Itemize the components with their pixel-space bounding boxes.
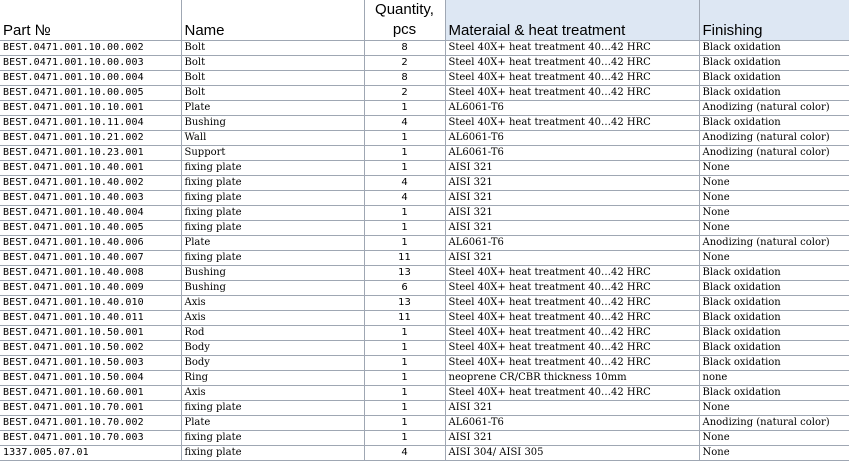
cell-material[interactable]: Steel 40X+ heat treatment 40…42 HRC — [445, 71, 699, 86]
cell-name[interactable]: Plate — [181, 236, 364, 251]
table-row — [0, 326, 849, 341]
cell-material[interactable]: AL6061-T6 — [445, 416, 699, 431]
table-row — [0, 281, 849, 296]
cell-finishing[interactable]: Black oxidation — [699, 266, 849, 281]
cell-part-number[interactable]: BEST.0471.001.10.70.002 — [0, 416, 181, 431]
cell-material[interactable]: AISI 321 — [445, 161, 699, 176]
cell-quantity[interactable]: 11 — [364, 311, 445, 326]
table-row — [0, 206, 849, 221]
cell-finishing[interactable]: Black oxidation — [699, 86, 849, 101]
cell-part-number[interactable]: BEST.0471.001.10.40.009 — [0, 281, 181, 296]
cell-name[interactable]: fixing plate — [181, 191, 364, 206]
cell-part-number[interactable]: BEST.0471.001.10.50.004 — [0, 371, 181, 386]
header-name[interactable]: Name — [181, 0, 364, 41]
cell-part-number[interactable]: BEST.0471.001.10.11.004 — [0, 116, 181, 131]
cell-finishing[interactable]: None — [699, 206, 849, 221]
cell-name[interactable]: Body — [181, 341, 364, 356]
cell-material[interactable]: neoprene CR/CBR thickness 10mm — [445, 371, 699, 386]
cell-finishing[interactable]: None — [699, 431, 849, 446]
cell-material[interactable]: Steel 40X+ heat treatment 40…42 HRC — [445, 296, 699, 311]
cell-part-number[interactable]: BEST.0471.001.10.40.005 — [0, 221, 181, 236]
cell-finishing[interactable]: Anodizing (natural color) — [699, 236, 849, 251]
table-row — [0, 371, 849, 386]
cell-material[interactable]: AISI 321 — [445, 191, 699, 206]
cell-part-number[interactable]: BEST.0471.001.10.23.001 — [0, 146, 181, 161]
cell-part-number[interactable]: BEST.0471.001.10.40.010 — [0, 296, 181, 311]
cell-name[interactable]: Wall — [181, 131, 364, 146]
cell-material[interactable]: Steel 40X+ heat treatment 40…42 HRC — [445, 116, 699, 131]
cell-name[interactable]: Bushing — [181, 266, 364, 281]
cell-material[interactable]: AL6061-T6 — [445, 146, 699, 161]
cell-quantity[interactable]: 1 — [364, 341, 445, 356]
cell-material[interactable]: Steel 40X+ heat treatment 40…42 HRC — [445, 341, 699, 356]
cell-part-number[interactable]: BEST.0471.001.10.00.003 — [0, 56, 181, 71]
cell-quantity[interactable]: 1 — [364, 161, 445, 176]
cell-material[interactable]: AISI 321 — [445, 221, 699, 236]
cell-part-number[interactable]: BEST.0471.001.10.40.008 — [0, 266, 181, 281]
cell-finishing[interactable]: none — [699, 371, 849, 386]
cell-finishing[interactable]: None — [699, 251, 849, 266]
cell-material[interactable]: Steel 40X+ heat treatment 40…42 HRC — [445, 266, 699, 281]
table-row — [0, 71, 849, 86]
cell-quantity[interactable]: 2 — [364, 86, 445, 101]
header-quantity[interactable] — [364, 0, 445, 41]
cell-quantity[interactable]: 1 — [364, 431, 445, 446]
cell-name[interactable]: Bushing — [181, 116, 364, 131]
cell-material[interactable]: Steel 40X+ heat treatment 40…42 HRC — [445, 86, 699, 101]
cell-name[interactable]: Bolt — [181, 56, 364, 71]
table-row — [0, 191, 849, 206]
cell-name[interactable]: Body — [181, 356, 364, 371]
table-row — [0, 41, 849, 56]
cell-finishing[interactable]: None — [699, 401, 849, 416]
cell-material[interactable]: AISI 321 — [445, 431, 699, 446]
cell-finishing[interactable]: Black oxidation — [699, 311, 849, 326]
cell-finishing[interactable]: Black oxidation — [699, 326, 849, 341]
cell-material[interactable]: AISI 321 — [445, 401, 699, 416]
cell-part-number[interactable]: BEST.0471.001.10.50.002 — [0, 341, 181, 356]
table-row — [0, 356, 849, 371]
cell-finishing[interactable]: Anodizing (natural color) — [699, 146, 849, 161]
cell-finishing[interactable]: None — [699, 161, 849, 176]
cell-name[interactable]: fixing plate — [181, 161, 364, 176]
cell-material[interactable]: AL6061-T6 — [445, 101, 699, 116]
cell-quantity[interactable]: 1 — [364, 101, 445, 116]
table-row — [0, 341, 849, 356]
cell-quantity[interactable]: 1 — [364, 386, 445, 401]
cell-quantity[interactable]: 1 — [364, 326, 445, 341]
cell-quantity[interactable]: 1 — [364, 401, 445, 416]
header-finishing[interactable]: Finishing — [699, 0, 849, 41]
cell-finishing[interactable]: Black oxidation — [699, 356, 849, 371]
cell-part-number[interactable]: BEST.0471.001.10.40.004 — [0, 206, 181, 221]
table-row — [0, 146, 849, 161]
cell-material[interactable]: Steel 40X+ heat treatment 40…42 HRC — [445, 56, 699, 71]
cell-material[interactable]: AISI 321 — [445, 176, 699, 191]
cell-quantity[interactable]: 1 — [364, 416, 445, 431]
cell-name[interactable]: Plate — [181, 416, 364, 431]
header-material[interactable]: Materaial & heat treatment — [445, 0, 699, 41]
cell-material[interactable]: Steel 40X+ heat treatment 40…42 HRC — [445, 326, 699, 341]
cell-name[interactable]: Axis — [181, 296, 364, 311]
cell-quantity[interactable]: 1 — [364, 221, 445, 236]
cell-finishing[interactable]: Anodizing (natural color) — [699, 131, 849, 146]
cell-name[interactable]: fixing plate — [181, 206, 364, 221]
cell-part-number[interactable]: BEST.0471.001.10.00.005 — [0, 86, 181, 101]
header-quantity-line2: pcs — [392, 21, 417, 38]
cell-finishing[interactable]: Black oxidation — [699, 386, 849, 401]
cell-finishing[interactable]: Black oxidation — [699, 71, 849, 86]
cell-part-number[interactable]: BEST.0471.001.10.40.011 — [0, 311, 181, 326]
cell-part-number[interactable]: BEST.0471.001.10.50.001 — [0, 326, 181, 341]
cell-part-number[interactable]: BEST.0471.001.10.40.006 — [0, 236, 181, 251]
cell-name[interactable]: fixing plate — [181, 221, 364, 236]
table-row — [0, 101, 849, 116]
cell-quantity[interactable]: 4 — [364, 446, 445, 461]
cell-material[interactable]: Steel 40X+ heat treatment 40…42 HRC — [445, 356, 699, 371]
cell-name[interactable]: Bolt — [181, 71, 364, 86]
table-row — [0, 251, 849, 266]
cell-name[interactable]: Bushing — [181, 281, 364, 296]
cell-name[interactable]: fixing plate — [181, 251, 364, 266]
cell-name[interactable]: Bolt — [181, 86, 364, 101]
cell-part-number[interactable]: BEST.0471.001.10.70.001 — [0, 401, 181, 416]
table-row — [0, 56, 849, 71]
table-row — [0, 311, 849, 326]
cell-part-number[interactable]: BEST.0471.001.10.21.002 — [0, 131, 181, 146]
header-part-number[interactable]: Part № — [0, 0, 181, 41]
cell-quantity[interactable]: 1 — [364, 146, 445, 161]
cell-part-number[interactable]: BEST.0471.001.10.40.007 — [0, 251, 181, 266]
cell-finishing[interactable]: Black oxidation — [699, 116, 849, 131]
cell-finishing[interactable]: Anodizing (natural color) — [699, 101, 849, 116]
cell-name[interactable]: fixing plate — [181, 431, 364, 446]
table-row — [0, 296, 849, 311]
cell-material[interactable]: Steel 40X+ heat treatment 40…42 HRC — [445, 311, 699, 326]
cell-name[interactable]: Support — [181, 146, 364, 161]
cell-material[interactable]: AL6061-T6 — [445, 236, 699, 251]
cell-name[interactable]: Rod — [181, 326, 364, 341]
cell-part-number[interactable]: BEST.0471.001.10.40.003 — [0, 191, 181, 206]
table-row — [0, 266, 849, 281]
cell-name[interactable]: Bolt — [181, 41, 364, 56]
cell-quantity[interactable]: 8 — [364, 71, 445, 86]
cell-finishing[interactable]: Black oxidation — [699, 296, 849, 311]
cell-finishing[interactable]: None — [699, 446, 849, 461]
cell-name[interactable]: Ring — [181, 371, 364, 386]
cell-material[interactable]: Steel 40X+ heat treatment 40…42 HRC — [445, 281, 699, 296]
cell-quantity[interactable]: 8 — [364, 41, 445, 56]
cell-quantity[interactable]: 4 — [364, 176, 445, 191]
cell-finishing[interactable]: None — [699, 176, 849, 191]
table-row — [0, 86, 849, 101]
cell-part-number[interactable]: BEST.0471.001.10.50.003 — [0, 356, 181, 371]
cell-material[interactable]: Steel 40X+ heat treatment 40…42 HRC — [445, 386, 699, 401]
cell-finishing[interactable]: Black oxidation — [699, 341, 849, 356]
cell-quantity[interactable]: 1 — [364, 236, 445, 251]
cell-quantity[interactable]: 1 — [364, 131, 445, 146]
table-row — [0, 236, 849, 251]
table-row — [0, 116, 849, 131]
cell-material[interactable]: AISI 304/ AISI 305 — [445, 446, 699, 461]
cell-finishing[interactable]: Anodizing (natural color) — [699, 416, 849, 431]
cell-material[interactable]: AISI 321 — [445, 206, 699, 221]
cell-part-number[interactable]: BEST.0471.001.10.00.004 — [0, 71, 181, 86]
table-row — [0, 401, 849, 416]
cell-material[interactable]: Steel 40X+ heat treatment 40…42 HRC — [445, 41, 699, 56]
cell-finishing[interactable]: Black oxidation — [699, 56, 849, 71]
cell-name[interactable]: Axis — [181, 386, 364, 401]
cell-finishing[interactable]: None — [699, 221, 849, 236]
table-row — [0, 386, 849, 401]
cell-part-number[interactable]: BEST.0471.001.10.60.001 — [0, 386, 181, 401]
cell-part-number[interactable]: BEST.0471.001.10.10.001 — [0, 101, 181, 116]
cell-quantity[interactable]: 1 — [364, 206, 445, 221]
cell-quantity[interactable]: 1 — [364, 356, 445, 371]
cell-quantity[interactable]: 4 — [364, 116, 445, 131]
cell-quantity[interactable]: 11 — [364, 251, 445, 266]
cell-finishing[interactable]: None — [699, 191, 849, 206]
cell-finishing[interactable]: Black oxidation — [699, 41, 849, 56]
table-row — [0, 446, 849, 461]
cell-material[interactable]: AISI 321 — [445, 251, 699, 266]
cell-quantity[interactable]: 4 — [364, 191, 445, 206]
cell-name[interactable]: fixing plate — [181, 401, 364, 416]
cell-part-number[interactable]: BEST.0471.001.10.00.002 — [0, 41, 181, 56]
cell-name[interactable]: fixing plate — [181, 176, 364, 191]
table-row — [0, 131, 849, 146]
table-row — [0, 161, 849, 176]
cell-quantity[interactable]: 1 — [364, 371, 445, 386]
header-quantity-line1: Quantity, — [375, 1, 434, 18]
cell-part-number[interactable]: BEST.0471.001.10.70.003 — [0, 431, 181, 446]
cell-name[interactable]: Plate — [181, 101, 364, 116]
cell-finishing[interactable]: Black oxidation — [699, 281, 849, 296]
cell-part-number[interactable]: BEST.0471.001.10.40.002 — [0, 176, 181, 191]
cell-name[interactable]: Axis — [181, 311, 364, 326]
cell-quantity[interactable]: 13 — [364, 296, 445, 311]
table-row — [0, 431, 849, 446]
cell-quantity[interactable]: 6 — [364, 281, 445, 296]
table-row — [0, 176, 849, 191]
table-body — [0, 41, 849, 461]
cell-part-number[interactable]: 1337.005.07.01 — [0, 446, 181, 461]
table-row — [0, 221, 849, 236]
cell-quantity[interactable]: 2 — [364, 56, 445, 71]
cell-quantity[interactable]: 13 — [364, 266, 445, 281]
cell-name[interactable]: fixing plate — [181, 446, 364, 461]
header-row — [0, 0, 849, 41]
cell-part-number[interactable]: BEST.0471.001.10.40.001 — [0, 161, 181, 176]
table-row — [0, 416, 849, 431]
cell-material[interactable]: AL6061-T6 — [445, 131, 699, 146]
